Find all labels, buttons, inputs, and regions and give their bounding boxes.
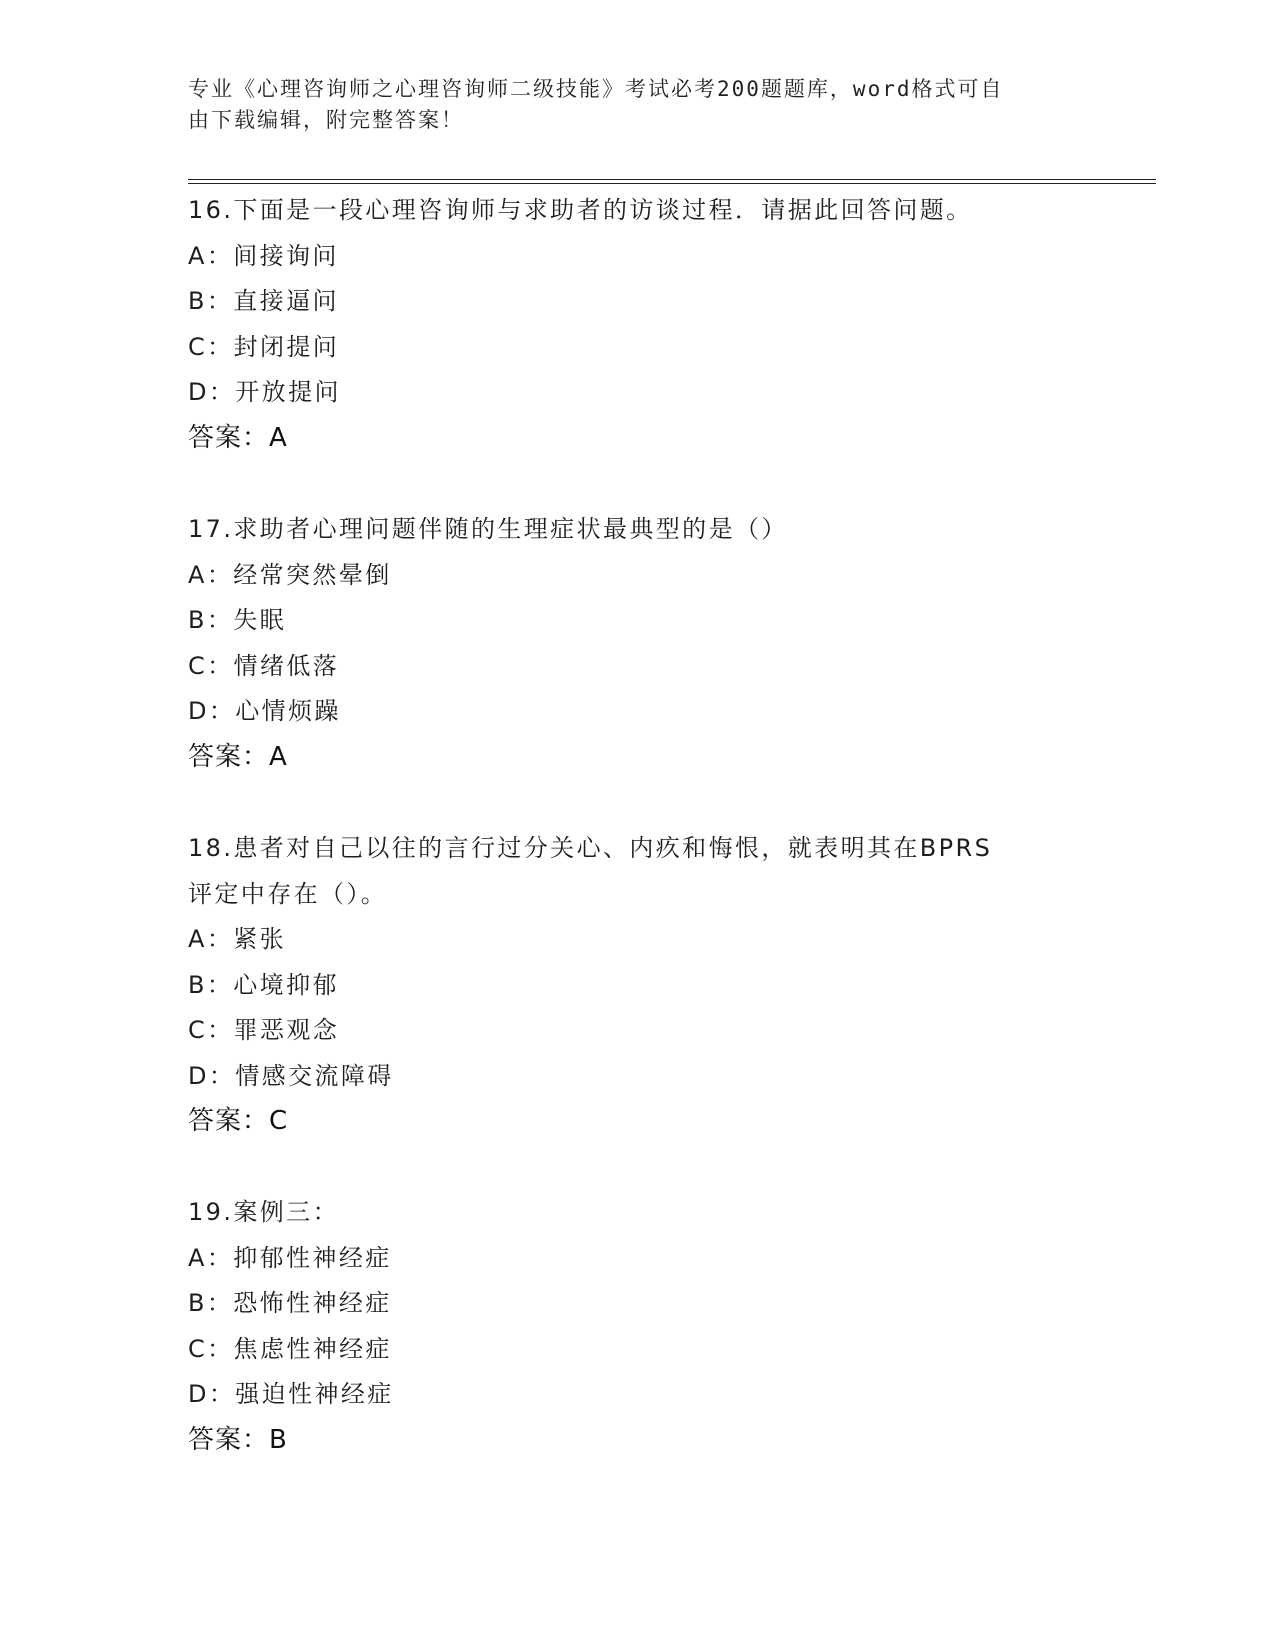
question-title: 17.求助者心理问题伴随的生理症状最典型的是（）: [188, 515, 788, 543]
option-d: D：强迫性神经症: [188, 1380, 394, 1408]
question-title-continued: 评定中存在（）。: [188, 879, 388, 908]
question-title: 16.下面是一段心理咨询师与求助者的访谈过程．请据此回答问题。: [188, 196, 973, 224]
answer: 答案：B: [188, 1424, 288, 1455]
question-title: 18.患者对自己以往的言行过分关心、内疚和悔恨，就表明其在BPRS: [188, 834, 993, 862]
option-c: C：封闭提问: [188, 332, 340, 361]
document-header: [188, 74, 1068, 136]
option-d: D：开放提问: [188, 378, 341, 406]
option-c: C：罪恶观念: [188, 1016, 340, 1044]
answer: 答案：C: [188, 1106, 289, 1136]
option-b: B：心境抑郁: [188, 970, 339, 999]
option-b: B：直接逼问: [188, 287, 339, 315]
header-line-2: 由下载编辑，附完整答案！: [188, 108, 464, 132]
option-b: B：失眠: [188, 606, 287, 634]
question-17: [188, 507, 1088, 780]
header-divider-top: [188, 179, 1156, 180]
option-c: C：焦虑性神经症: [188, 1334, 392, 1363]
option-a: A：紧张: [188, 925, 287, 953]
answer: 答案：A: [188, 741, 288, 772]
option-b: B：恐怖性神经症: [188, 1289, 392, 1317]
question-18: [188, 826, 1088, 1145]
option-c: C：情绪低落: [188, 651, 340, 680]
header-line-1: 专业《心理咨询师之心理咨询师二级技能》考试必考200题题库，word格式可自: [188, 77, 1004, 101]
option-a: A：抑郁性神经症: [188, 1243, 392, 1272]
header-divider-bottom: [188, 183, 1156, 184]
option-a: A：经常突然晕倒: [188, 560, 392, 589]
answer: 答案：A: [188, 422, 288, 453]
question-16: [188, 188, 1088, 461]
option-a: A：间接询问: [188, 241, 339, 270]
option-d: D：心情烦躁: [188, 697, 341, 725]
question-title: 19.案例三：: [188, 1198, 339, 1226]
option-d: D：情感交流障碍: [188, 1061, 394, 1090]
question-19: [188, 1190, 1088, 1463]
